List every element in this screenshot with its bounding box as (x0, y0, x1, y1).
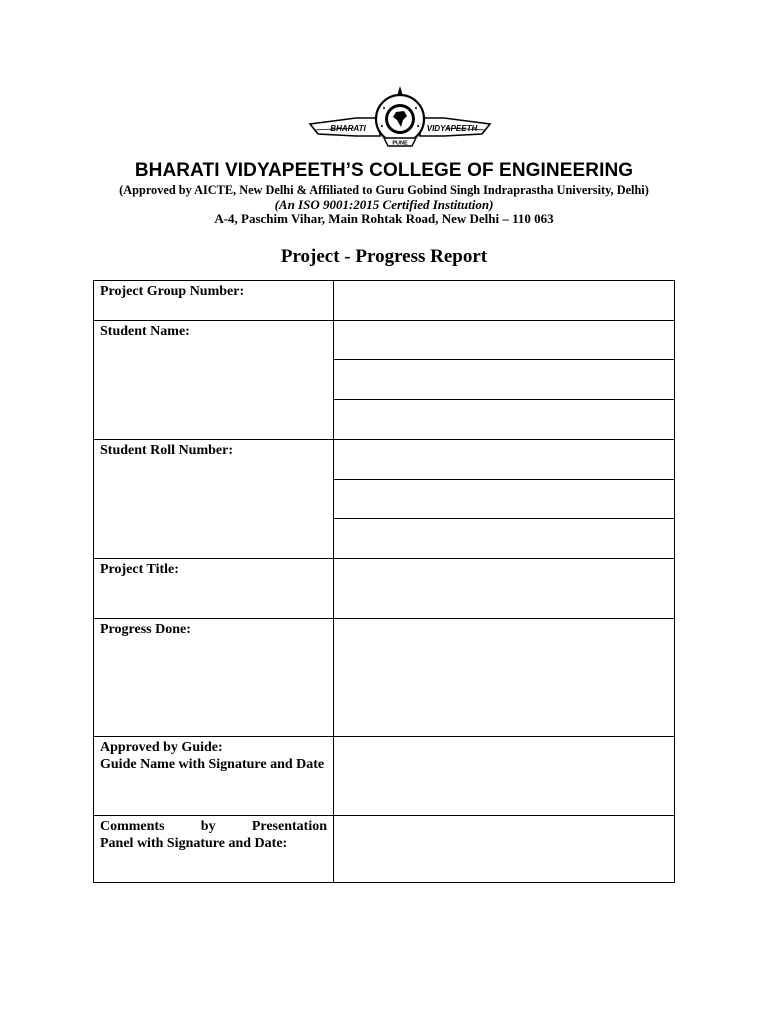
project-title-label: Project Title: (94, 559, 334, 619)
logo-right-text: VIDYAPEETH (426, 124, 478, 133)
comments-label (94, 816, 334, 883)
guide-name-signature-label: Guide Name with Signature and Date (100, 757, 325, 772)
comments-label-line-2: Panel with Signature and Date: (100, 836, 288, 851)
student-roll-number-field-2[interactable] (334, 480, 675, 519)
approval-line: (Approved by AICTE, New Delhi & Affiliated to Guru Gobind Singh Indraprastha University, Delhi) (119, 183, 649, 197)
student-name-label: Student Name: (94, 321, 334, 440)
row-approved-by-guide (94, 737, 675, 816)
logo-left-text: BHARATI (330, 124, 366, 133)
student-roll-number-field-1[interactable] (334, 440, 675, 480)
project-group-number-label: Project Group Number: (94, 281, 334, 321)
college-logo (304, 86, 496, 158)
student-roll-number-field-3[interactable] (334, 519, 675, 559)
college-name: BHARATI VIDYAPEETH’S COLLEGE OF ENGINEERING (134, 160, 634, 181)
row-project-group-number (94, 281, 675, 321)
student-name-field-3[interactable] (334, 400, 675, 440)
report-title: Project - Progress Report (280, 246, 488, 267)
college-address: A-4, Paschim Vihar, Main Rohtak Road, New Delhi – 110 063 (214, 211, 554, 226)
row-project-title (94, 559, 675, 619)
progress-report-form (93, 280, 675, 883)
row-progress-done (94, 619, 675, 737)
approved-by-guide-field[interactable] (334, 737, 675, 816)
approved-by-guide-heading: Approved by Guide: (100, 740, 223, 755)
progress-done-field[interactable] (334, 619, 675, 737)
comments-field[interactable] (334, 816, 675, 883)
student-name-field-2[interactable] (334, 360, 675, 400)
logo-bottom-text: PUNE (392, 140, 408, 147)
project-title-field[interactable] (334, 559, 675, 619)
project-group-number-field[interactable] (334, 281, 675, 321)
bharati-vidyapeeth-emblem-icon (304, 86, 496, 158)
student-roll-number-label: Student Roll Number: (94, 440, 334, 559)
row-comments (94, 816, 675, 883)
approved-by-guide-label (94, 737, 334, 816)
student-name-field-1[interactable] (334, 321, 675, 360)
comments-label-line-1: Comments by Presentation (100, 819, 327, 834)
iso-certification: (An ISO 9001:2015 Certified Institution) (274, 197, 494, 212)
progress-done-label: Progress Done: (94, 619, 334, 737)
row-student-roll-number (94, 440, 675, 480)
row-student-name (94, 321, 675, 360)
